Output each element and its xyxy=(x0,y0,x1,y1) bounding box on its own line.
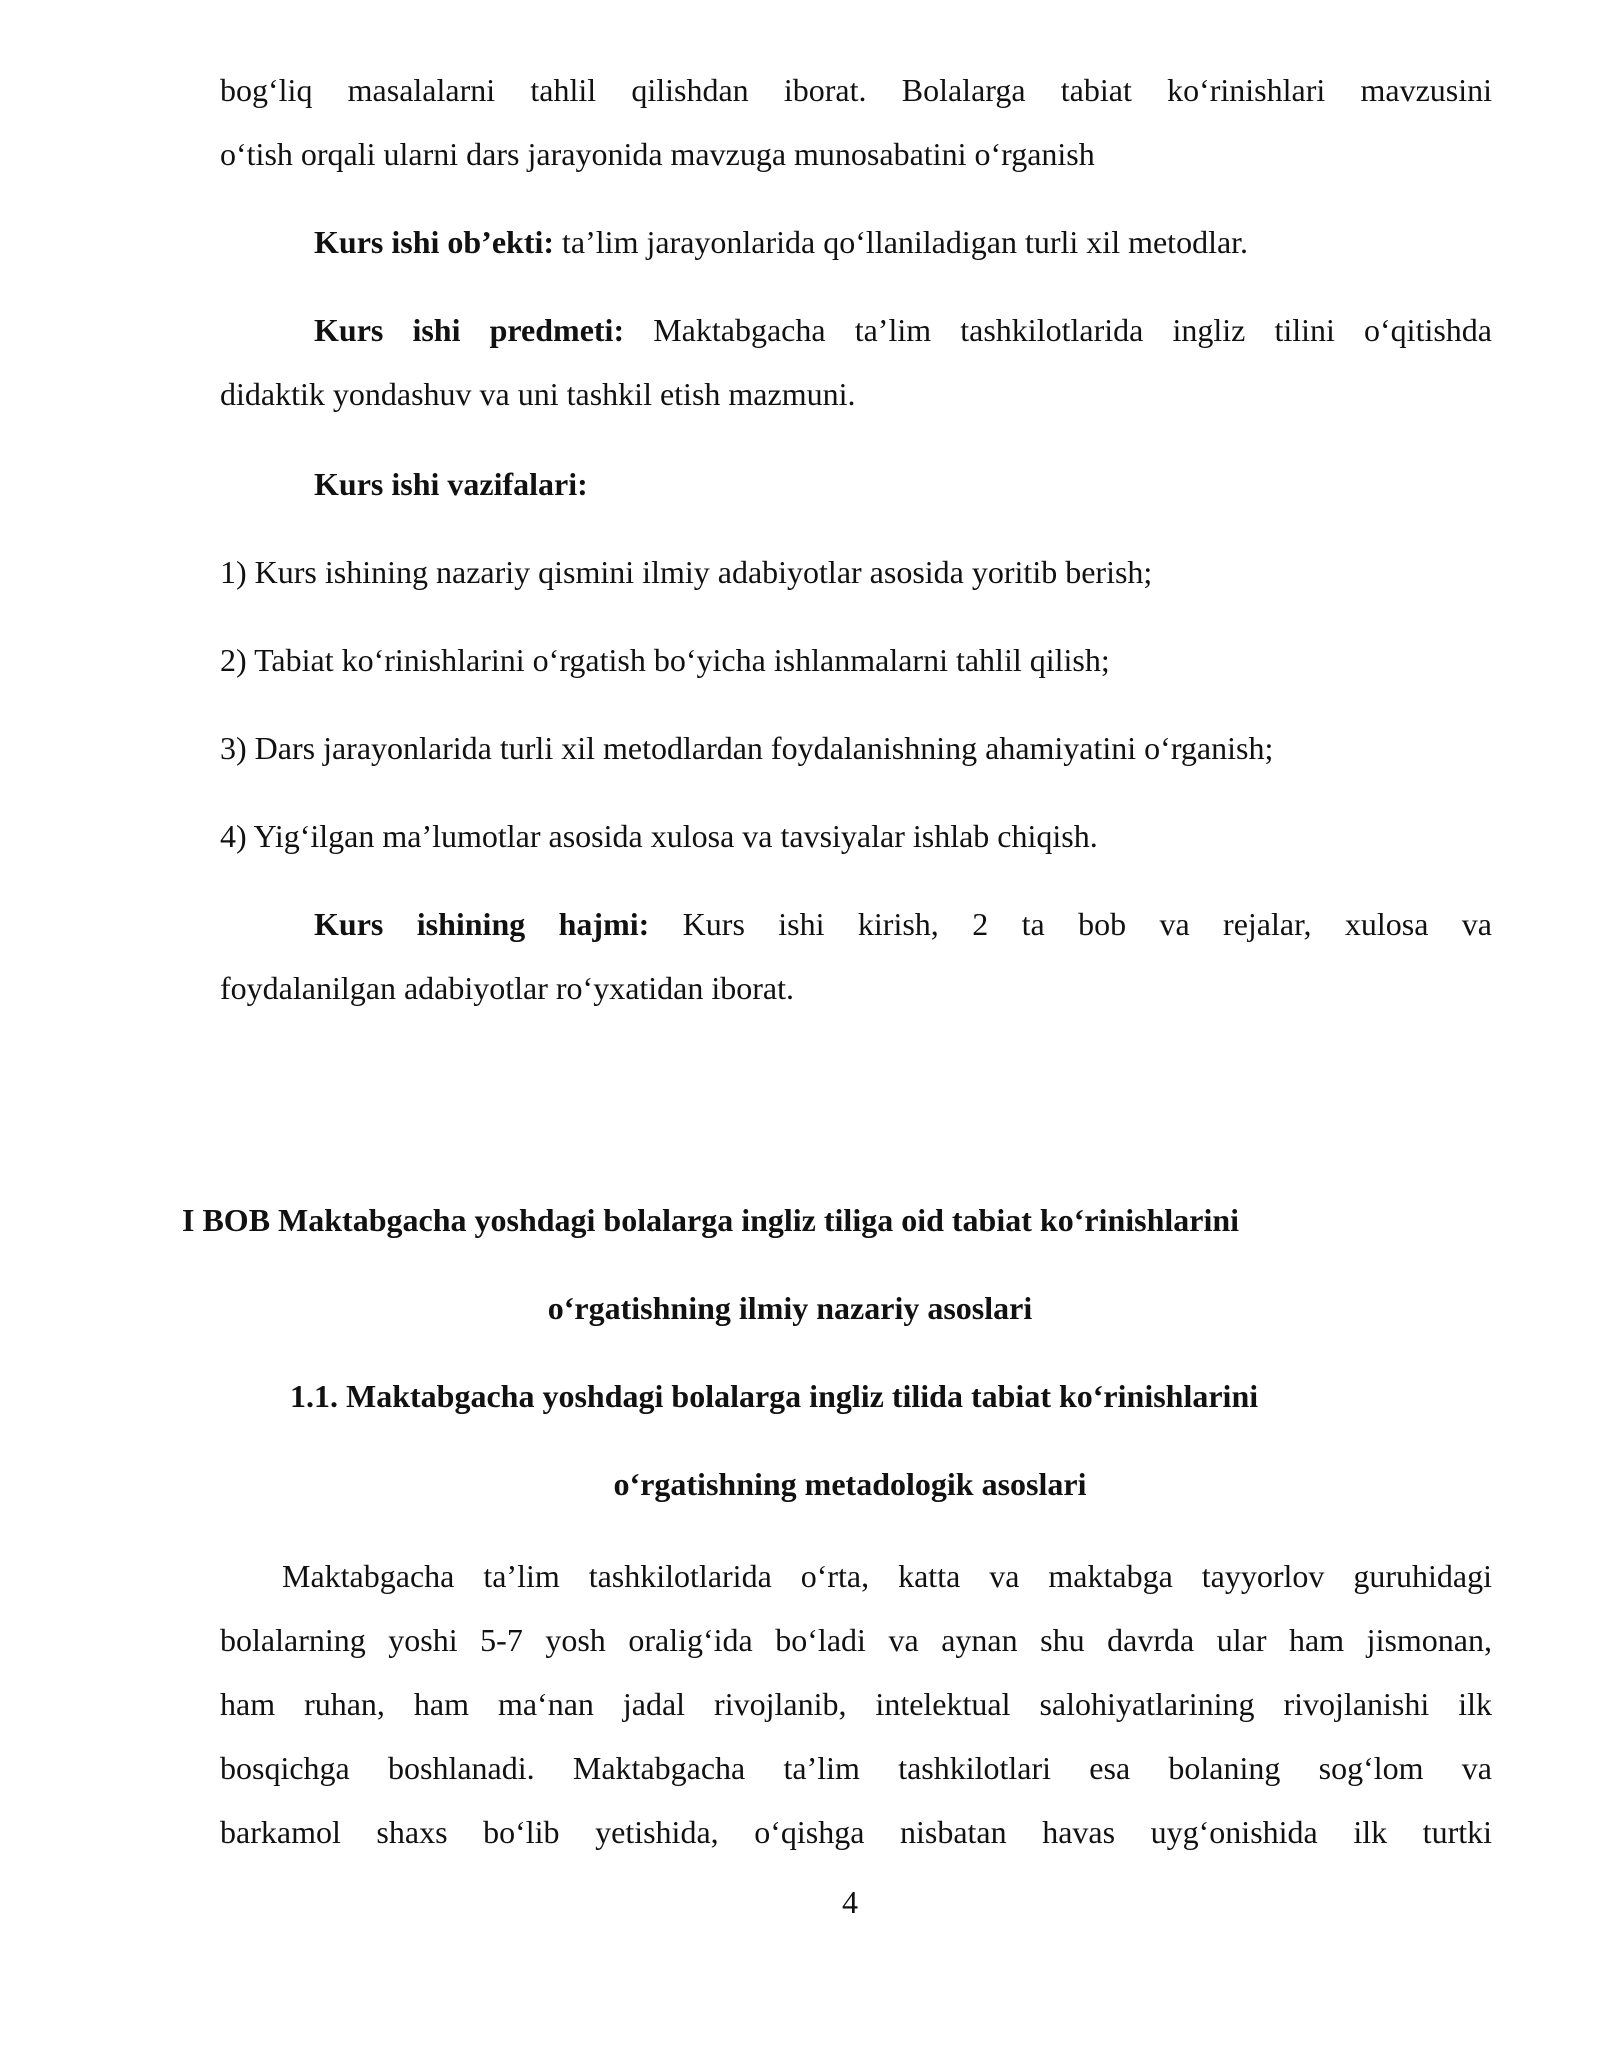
course-volume-paragraph xyxy=(220,892,1492,1020)
body-line-5: barkamol shaxs bo‘lib yetishida, o‘qishga nisbatan havas uyg‘onishida ilk turtki xyxy=(220,1814,1492,1850)
section-heading-line-2: o‘rgatishning metadologik asoslari xyxy=(613,1466,1087,1502)
course-tasks-label: Kurs ishi vazifalari: xyxy=(314,466,588,502)
course-object-label: Kurs ishi ob’ekti: xyxy=(314,224,555,260)
page-number: 4 xyxy=(842,1884,858,1920)
course-object-text: ta’lim jarayonlarida qo‘llaniladigan turli xil metodlar. xyxy=(554,224,1249,260)
course-subject-line-2: didaktik yondashuv va uni tashkil etish mazmuni. xyxy=(220,376,856,412)
chapter-heading-line-2: o‘rgatishning ilmiy nazariy asoslari xyxy=(547,1290,1033,1326)
course-subject-text: Maktabgacha ta’lim tashkilotlarida ingliz tilini o‘qitishda xyxy=(624,312,1493,348)
intro-line-1: bog‘liq masalalarni tahlil qilishdan iborat. Bolalarga tabiat ko‘rinishlari mavzusini xyxy=(220,72,1492,108)
body-line-1: Maktabgacha ta’lim tashkilotlarida o‘rta, katta va maktabga tayyorlov guruhidagi xyxy=(282,1558,1492,1594)
course-tasks-item-2: 2) Tabiat ko‘rinishlarini o‘rgatish bo‘yicha ishlanmalarni tahlil qilish; xyxy=(220,642,1110,678)
section-heading-line-1: 1.1. Maktabgacha yoshdagi bolalarga ingliz tilida tabiat ko‘rinishlarini xyxy=(290,1378,1259,1414)
course-tasks-item-1: 1) Kurs ishining nazariy qismini ilmiy adabiyotlar asosida yoritib berish; xyxy=(220,554,1153,590)
course-subject-label: Kurs ishi predmeti: xyxy=(314,312,625,348)
body-line-4: bosqichga boshlanadi. Maktabgacha ta’lim tashkilotlari esa bolaning sog‘lom va xyxy=(220,1750,1492,1786)
body-paragraph xyxy=(220,1544,1492,1864)
intro-line-2: o‘tish orqali ularni dars jarayonida mavzuga munosabatini o‘rganish xyxy=(220,136,1095,172)
course-volume-line-2: foydalanilgan adabiyotlar ro‘yxatidan iborat. xyxy=(220,970,795,1006)
course-tasks-heading xyxy=(220,452,1492,516)
intro-paragraph xyxy=(220,58,1492,186)
body-line-3: ham ruhan, ham ma‘nan jadal rivojlanib, intelektual salohiyatlarining rivojlanishi ilk xyxy=(220,1686,1492,1722)
course-volume-text: Kurs ishi kirish, 2 ta bob va rejalar, xulosa va xyxy=(649,906,1493,942)
course-tasks-item-3: 3) Dars jarayonlarida turli xil metodlardan foydalanishning ahamiyatini o‘rganish; xyxy=(220,730,1274,766)
course-object-paragraph xyxy=(220,210,1492,274)
body-line-2: bolalarning yoshi 5-7 yosh oralig‘ida bo‘ladi va aynan shu davrda ular ham jismonan, xyxy=(220,1622,1492,1658)
course-subject-paragraph xyxy=(220,298,1492,426)
chapter-heading-line-1: I BOB Maktabgacha yoshdagi bolalarga ingliz tiliga oid tabiat ko‘rinishlarini xyxy=(182,1202,1240,1238)
course-tasks-item-4: 4) Yig‘ilgan ma’lumotlar asosida xulosa va tavsiyalar ishlab chiqish. xyxy=(220,818,1098,854)
course-volume-label: Kurs ishining hajmi: xyxy=(314,906,650,942)
